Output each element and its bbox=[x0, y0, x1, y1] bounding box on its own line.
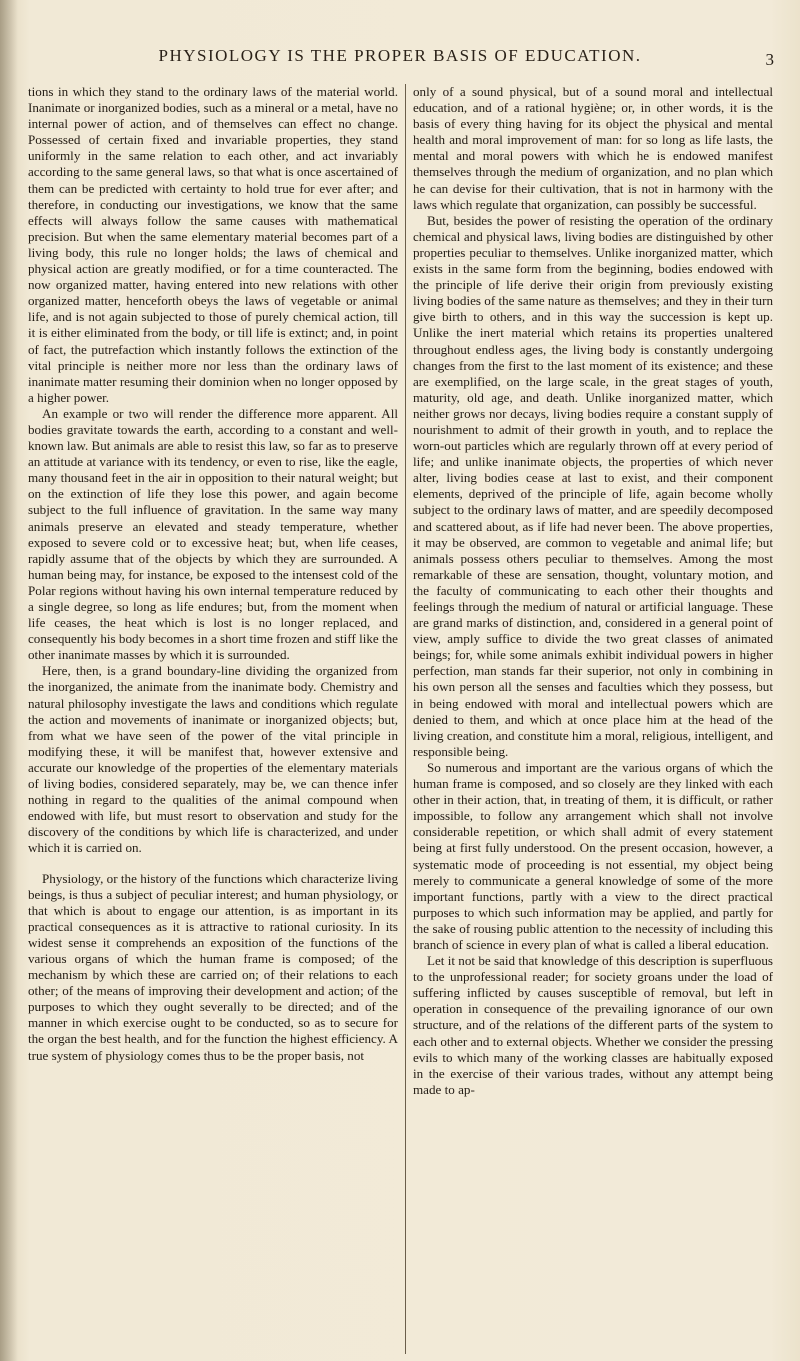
paragraph: Physiology, or the history of the functions which characterize living beings, is thus a subject of peculiar interest; and human physiology, or that which is about to engage our attention, is as important in its practical consequences as it is attractive to rational curiosity. In its widest sense it comprehends an exposition of the functions of the various organs of which the human frame is composed; of the mechanism by which these are carried on; of their relations to each other; of the means of improving their development and action; of the purposes to which they ought severally to be directed; and of the manner in which exercise ought to be conducted, so as to secure for the organ the best health, and for the function the highest efficiency. A true system of physiology comes thus to be the proper basis, not bbox=[28, 870, 398, 1063]
paragraph: Let it not be said that knowledge of this description is superfluous to the unprofessional reader; for society groans under the load of suffering inflicted by causes susceptible of removal, but left in operation in consequence of the prevailing ignorance of our own structure, and of the relations of the different parts of the system to each other and to external objects. Whether we consider the pressing evils to which many of the working classes are habitually exposed in the exercise of their various trades, without any attempt being made to ap- bbox=[413, 953, 773, 1097]
paragraph: tions in which they stand to the ordinary laws of the material world. Inanimate or inorganized bodies, such as a mineral or a metal, have no internal power of action, and of themselves can effect no change. Possessed of certain fixed and invariable properties, they stand uniformly in the same relation to each other, and act invariably according to the same general laws, so that what is once ascertained of them can be predicted with certainty to hold true for ever after; and therefore, in conducting our investigations, we know that the same effects will always follow the same causes with mathematical precision. But when the same elementary material becomes part of a living body, this rule no longer holds; the laws of chemical and physical action are greatly modified, or for a time counteracted. The now organized matter, having entered into new relations with other organized matter, henceforth obeys the laws of vegetable or animal life, and is not again subjected to those of purely chemical action, till it is either eliminated from the body, or till life is extinct; and, in point of fact, the putrefaction which instantly follows the extinction of the vital principle is neither more nor less than the ordinary laws of inanimate matter resuming their dominion when no longer opposed by a higher power. bbox=[28, 84, 398, 405]
paragraph: only of a sound physical, but of a sound moral and intellectual education, and of a rational hygiène; or, in other words, it is the basis of every thing having for its object the physical and mental health and moral improvement of man: for so long as life lasts, the mental and moral powers with which he is endowed manifest themselves through the medium of organization, and no plan which he can devise for their cultivation, that is not in harmony with the laws which regulate that organization, can possibly be successful. bbox=[413, 84, 773, 212]
left-column bbox=[28, 84, 398, 1064]
paragraph: Here, then, is a grand boundary-line dividing the organized from the inorganized, the animate from the inanimate body. Chemistry and natural philosophy investigate the laws and conditions which regulate the action and movements of inanimate or inorganized objects; but, from what we have seen of the power of the vital principle in modifying these, it will be manifest that, however extensive and accurate our knowledge of the properties of the elementary materials of living bodies, considered separately, may be, we can thence infer nothing in regard to the qualities of the animal compound when endowed with life, but must resort to observation and study for the discovery of the conditions by which life is characterized, and under which it is carried on. bbox=[28, 663, 398, 856]
page-number: 3 bbox=[765, 50, 774, 69]
paragraph: But, besides the power of resisting the operation of the ordinary chemical and physical laws, living bodies are distinguished by other properties peculiar to themselves. Unlike inorganized matter, which exists in the same form from the beginning, bodies endowed with the principle of life derive their origin from previously existing living bodies of the same nature as themselves; and they in their turn give birth to others, and in this way the succession is kept up. Unlike the inert material which retains its properties unaltered throughout endless ages, the living body is constantly undergoing changes from the first to the last moment of its existence; and these are exemplified, on the large scale, in the great stages of youth, maturity, old age, and death. Unlike inorganized matter, which neither grows nor decays, living bodies require a constant supply of nourishment to admit of their growth in youth, and to replace the worn-out particles which are regularly thrown off at every period of life; and unlike inanimate objects, the properties of which never alter, living bodies cease at last to exist, and their component elements, deprived of the principle of life, again become wholly subject to the ordinary laws of matter, and are speedily decomposed and scattered about, as if life had never been. The above properties, it may be observed, are common to vegetable and animal life; but animals possess others peculiar to themselves. Among the most remarkable of these are sensation, thought, voluntary motion, and the faculty of communicating to each other their thoughts and feelings through the medium of natural or artificial language. These are grand marks of distinction, and, considered in a general point of view, amply suffice to divide the two great classes of animated beings; for, while some animals exhibit individual powers in higher perfection, man stands far their superior, not only in combining in his own person all the senses and faculties which they possess, but in being endowed with moral and intellectual powers which are denied to them, and which at once place him at the head of the living creation, and constitute him a moral, religious, intelligent, and responsible being. bbox=[413, 212, 773, 759]
page-edge-shadow bbox=[0, 0, 18, 1361]
running-head: PHYSIOLOGY IS THE PROPER BASIS OF EDUCATION. bbox=[158, 46, 642, 65]
right-column bbox=[413, 84, 773, 1098]
paragraph: So numerous and important are the various organs of which the human frame is composed, and so closely are they linked with each other in their action, that, in treating of them, it is difficult, or rather impossible, to follow any arrangement which shall not involve considerable repetition, or which shall admit of every statement being at first fully understood. On the present occasion, however, a systematic mode of proceeding is not essential, my object being merely to communicate a general knowledge of some of the more important functions, partly with a view to the direct practical purposes to which such information may be applied, and partly for the sake of rousing public attention to the necessity of including this branch of science in every plan of what is called a liberal education. bbox=[413, 759, 773, 952]
page-header bbox=[0, 46, 800, 76]
column-divider bbox=[405, 84, 406, 1354]
paragraph: An example or two will render the difference more apparent. All bodies gravitate towards the earth, according to a constant and well-known law. But animals are able to resist this law, so far as to preserve an attitude at variance with its tendency, or even to rise, like the eagle, many thousand feet in the air in opposition to their natural weight; but on the extinction of life they lose this power, and again become subject to the full influence of gravitation. In the same way many animals preserve an elevated and steady temperature, whether exposed to severe cold or to excessive heat; but, when life ceases, rapidly assume that of the objects by which they are surrounded. A human being may, for instance, be exposed to the intensest cold of the Polar regions without having his own internal temperature reduced by a single degree, so long as life endures; but, from the moment when life ceases, the heat which is lost is no longer replaced, and consequently his body becomes in a short time frozen and stiff like the other inanimate masses by which it is surrounded. bbox=[28, 405, 398, 663]
